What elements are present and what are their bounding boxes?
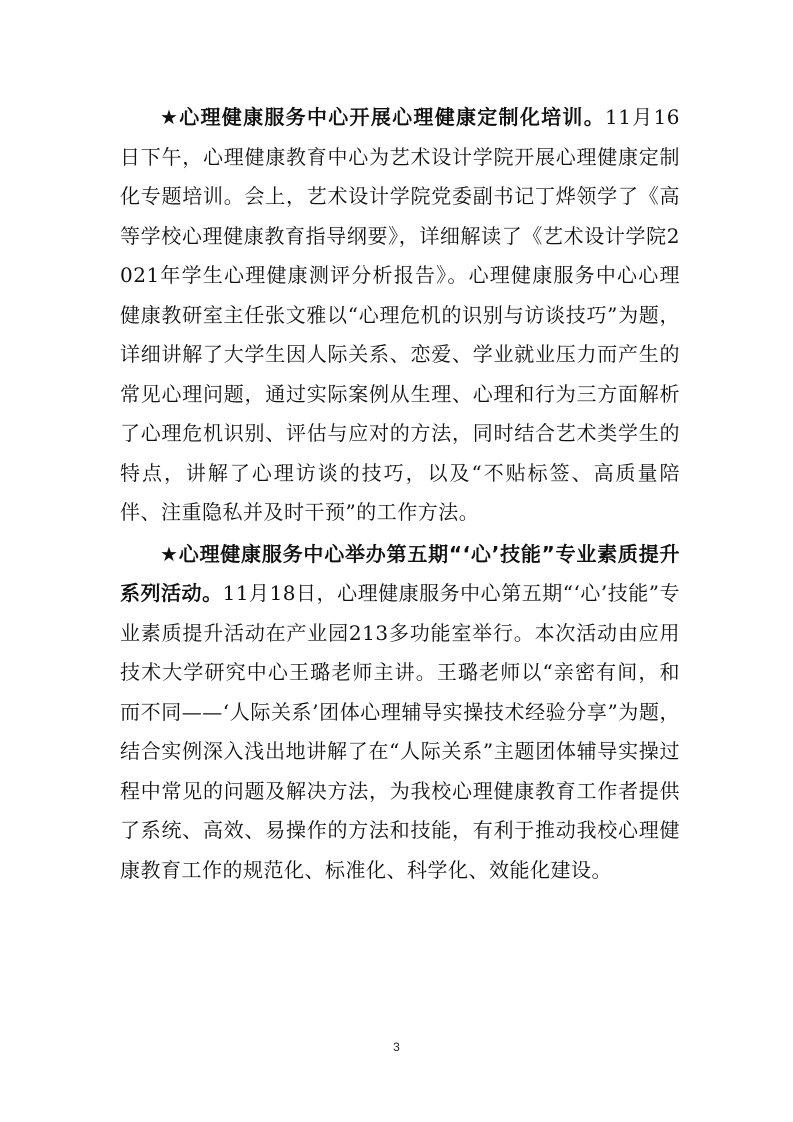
- paragraph-lead-heading: ★心理健康服务中心开展心理健康定制化培训。: [160, 105, 606, 129]
- page-number: 3: [393, 1040, 400, 1054]
- paragraph-body-text: 11月18日，心理健康服务中心第五期“‘心’技能”专业素质提升活动在产业园213多功能室举行。本次活动由应用技术大学研究中心王璐老师主讲。王璐老师以“亲密有间，和而不同——‘人际关系’团体心理辅导实操技术经验分享”为题，结合实例深入浅出地讲解了在“人际关系”主题团体辅导实操过程中常见的问题及解决方法，为我校心理健康教育工作者提供了系统、高效、易操作的方法和技能，有利于推动我校心理健康教育工作的规范化、标准化、科学化、效能化建设。: [120, 581, 681, 882]
- paragraph-customized-training: [120, 98, 680, 533]
- paragraph-skills-activity: [120, 535, 680, 891]
- paragraph-body-text: 11月16日下午，心理健康教育中心为艺术设计学院开展心理健康定制化专题培训。会上，艺术设计学院党委副书记丁烨领学了《高等学校心理健康教育指导纲要》，详细解读了《艺术设计学院2021年学生心理健康测评分析报告》。心理健康服务中心心理健康教研室主任张文雅以“心理危机的识别与访谈技巧”为题，详细讲解了大学生因人际关系、恋爱、学业就业压力而产生的常见心理问题，通过实际案例从生理、心理和行为三方面解析了心理危机识别、评估与应对的方法，同时结合艺术类学生的特点，讲解了心理访谈的技巧，以及“不贴标签、高质量陪伴、注重隐私并及时干预”的工作方法。: [120, 105, 680, 524]
- paragraph-lead-heading: ★心理健康服务中心举办第五期“‘心’技能”专业素质提升系列活动。: [120, 541, 680, 605]
- document-body: [120, 98, 680, 890]
